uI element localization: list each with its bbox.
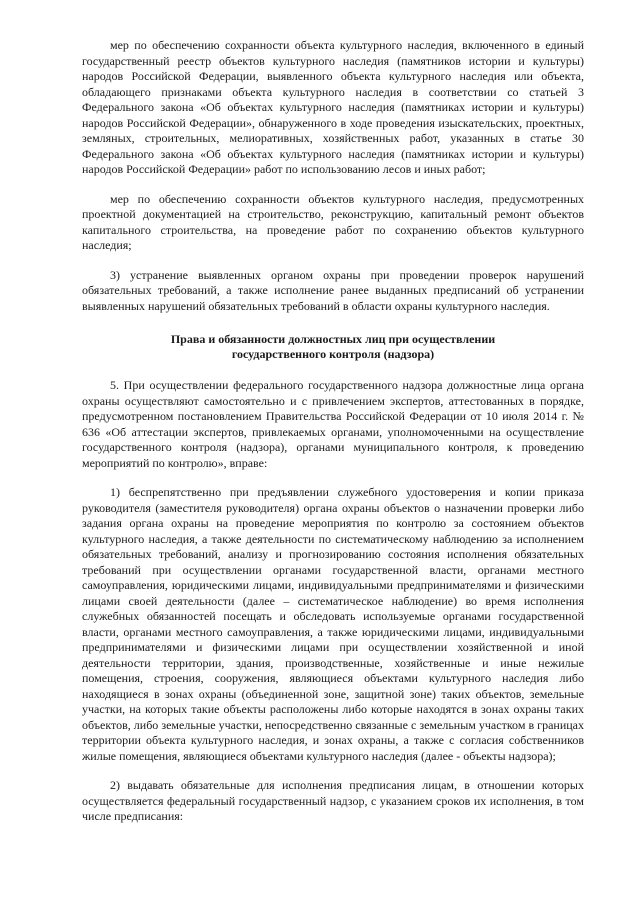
paragraph-measures-heritage-objects: мер по обеспечению сохранности объекта культурного наследия, включенного в единый государственный реестр объектов культурного наследия (памятников истории и культуры) народов Российской Федерации, выявленного объекта культурного наследия или объекта, обладающего признаками объекта культурного наследия в соответствии со статьей 3 Федерального закона «Об объектах культурного наследия (памятниках истории и культуры) народов Российской Федерации», обнаруженного в ходе проведения изыскательских, проектных, земляных, строительных, мелиоративных, хозяйственных работ, указанных в статье 30 Федерального закона «Об объектах культурного наследия (памятниках истории и культуры) народов Российской Федерации» работ по использованию лесов и иных работ; <box>82 38 584 176</box>
section-heading-line-2: государственного контроля (надзора) <box>231 347 435 361</box>
section-heading-line-1: Права и обязанности должностных лиц при осуществлении <box>170 332 496 346</box>
paragraph-item-5-rights: 5. При осуществлении федерального государственного надзора должностные лица органа охраны осуществляют самостоятельно и с привлечением экспертов, аттестованных в порядке, предусмотренном постановлением Правительства Российской Федерации от 10 июля 2014 г. № 636 «Об аттестации экспертов, привлекаемых органами, уполномоченными на осуществление государственного контроля (надзора), органами муниципального контроля, к проведению мероприятий по контролю», вправе: <box>82 378 584 470</box>
document-page <box>82 38 584 839</box>
paragraph-item-3-violations: 3) устранение выявленных органом охраны при проведении проверок нарушений обязательных требований, а также исполнение ранее выданных предписаний об устранении выявленных нарушений обязательных требований в области охраны культурного наследия. <box>82 267 584 313</box>
paragraph-measures-project-documentation: мер по обеспечению сохранности объектов культурного наследия, предусмотренных проектной документацией на строительство, реконструкцию, капитальный ремонт объектов капитального строительства, на проведение работ по сохранению объектов культурного наследия; <box>82 191 584 252</box>
paragraph-subitem-1-inspection: 1) беспрепятственно при предъявлении служебного удостоверения и копии приказа руководителя (заместителя руководителя) органа охраны объектов о назначении проверки либо задания органа охраны на проведение мероприятия по контролю за состоянием объектов культурного наследия, а также деятельности по систематическому наблюдению за исполнением обязательных требований, анализу и прогнозированию состояния исполнения обязательных требований при осуществлении органами государственной власти, органами местного самоуправления, юридическими лицами, индивидуальными предпринимателями и физическими лицами своей деятельности (далее – систематическое наблюдение) во время исполнения служебных обязанностей посещать и обследовать используемые органами государственной власти, органами местного самоуправления, а также юридическими лицами, индивидуальными предпринимателями и физическими лицами при осуществлении хозяйственной и иной деятельности территории, здания, производственные, хозяйственные и иные нежилые помещения, строения, сооружения, являющиеся объектами культурного наследия либо находящиеся в зонах охраны (объединенной зоне, защитной зоне) таких объектов, земельные участки, на которых такие объекты расположены либо которые находятся в зонах охраны таких объектов, либо земельные участки, непосредственно связанные с земельным участком в границах территории объекта культурного наследия, и зонах охраны, а также с согласия собственников жилые помещения, являющиеся объектами культурного наследия (далее - объекты надзора); <box>82 485 584 763</box>
paragraph-subitem-2-orders: 2) выдавать обязательные для исполнения предписания лицам, в отношении которых осуществляется федеральный государственный надзор, с указанием сроков их исполнения, в том числе предписания: <box>82 778 584 823</box>
section-heading <box>82 332 584 362</box>
